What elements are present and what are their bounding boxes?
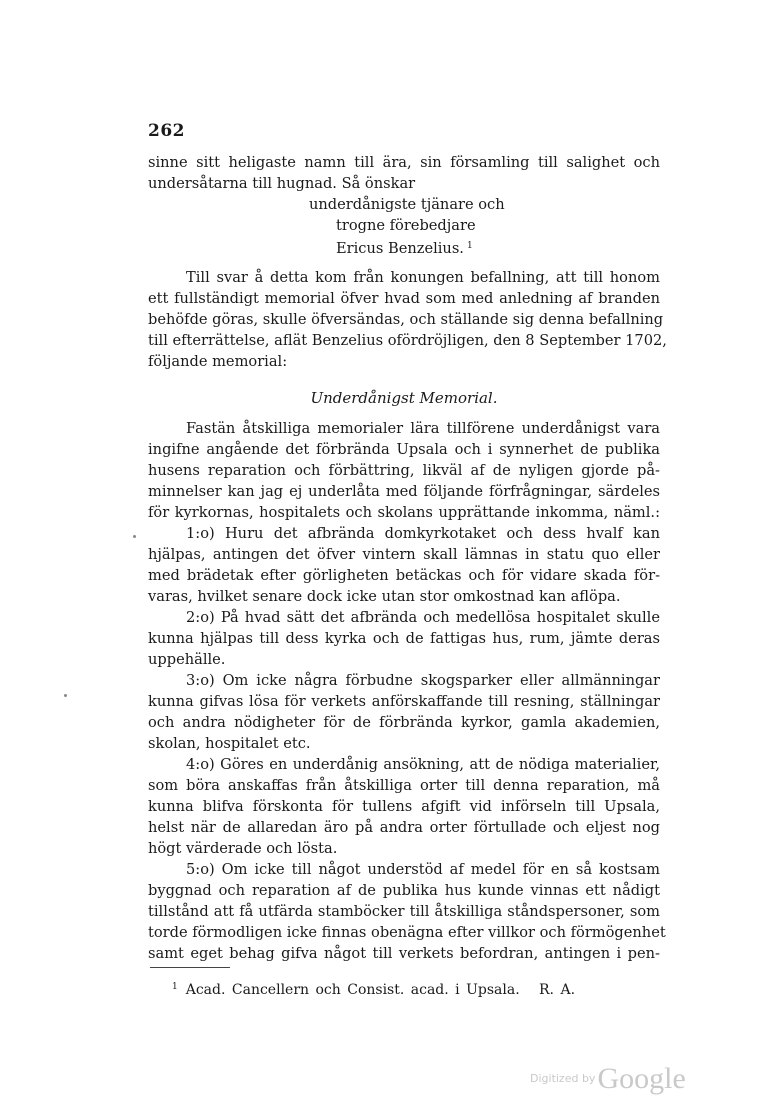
footnote	[172, 982, 575, 998]
text-line: 3:o) Om icke några förbudne skogsparker eller allmänningar	[186, 672, 660, 689]
text-line: kunna gifvas lösa för verkets anförskaffande till resning, ställningar	[148, 693, 660, 710]
text-line: kunna blifva förskonta för tullens afgift vid införseln till Upsala,	[148, 798, 660, 815]
text-line: 2:o) På hvad sätt det afbrända och medellösa hospitalet skulle	[186, 609, 660, 626]
scan-mark	[133, 535, 136, 538]
text-line: hjälpas, antingen det öfver vintern skall lämnas in statu quo eller	[148, 546, 660, 563]
reply-paragraph	[148, 267, 667, 372]
text-line: för kyrkornas, hospitalets och skolans upprättande inkomma, näml.:	[148, 504, 660, 521]
text-line: helst när de allaredan äro på andra orter förtullade och eljest nog	[148, 819, 660, 836]
text-line: byggnad och reparation af de publika hus kunde vinnas ett nådigt	[148, 882, 660, 899]
text-line: behöfde göras, skulle öfversändas, och ställande sig denna befallning	[148, 311, 664, 328]
text-line: till efterrättelse, aflät Benzelius ofördröjligen, den 8 September 1702,	[148, 332, 667, 349]
text-line: ingifne angående det förbrända Upsala och i synnerhet de publika	[148, 441, 660, 458]
signoff-name: Ericus Benzelius.	[336, 240, 464, 257]
signoff-line-1: underdånigste tjänare och	[309, 196, 505, 213]
text-line: högt värderade och lösta.	[148, 840, 338, 857]
footnote-marker: 1	[172, 982, 178, 992]
text-line: 4:o) Göres en underdånig ansökning, att de nödiga materialier,	[186, 756, 660, 773]
google-logo: Google	[597, 1062, 686, 1095]
text-line: husens reparation och förbättring, likväl af de nyligen gjorde på-	[148, 462, 660, 479]
text-line: kunna hjälpas till dess kyrka och de fattigas hus, rum, jämte deras	[148, 630, 660, 647]
intro-paragraph	[148, 152, 660, 194]
scan-mark	[64, 694, 67, 697]
text-line: minnelser kan jag ej underlåta med följande förfrågningar, särdeles	[148, 483, 660, 500]
signoff-line-3	[336, 236, 473, 259]
text-line: med brädetak efter görligheten betäckas och för vidare skada för-	[148, 567, 660, 584]
text-line: torde förmodligen icke finnas obenägna efter villkor och förmögenhet	[148, 924, 666, 941]
text-line: samt eget behag gifva något till verkets befordran, antingen i pen-	[148, 945, 660, 962]
text-line: och andra nödigheter för de förbrända kyrkor, gamla akademien,	[148, 714, 660, 731]
google-watermark	[530, 1062, 686, 1096]
memorial-item-5	[148, 859, 666, 964]
footnote-reference: 1	[466, 241, 473, 251]
memorial-item-4	[148, 754, 660, 859]
text-line: som böra anskaffas från åtskilliga orter till denna reparation, må	[148, 777, 660, 794]
text-line: skolan, hospitalet etc.	[148, 735, 311, 752]
watermark-prefix: Digitized by	[530, 1072, 596, 1085]
text-line: Till svar å detta kom från konungen befallning, att till honom	[186, 269, 660, 286]
text-line: tillstånd att få utfärda stamböcker till åtskilliga ståndspersoner, som	[148, 903, 660, 920]
page-number: 262	[148, 121, 185, 141]
text-line: Fastän åtskilliga memorialer lära tillförene underdånigst vara	[186, 420, 660, 437]
memorial-item-1	[148, 523, 660, 607]
memorial-intro	[148, 418, 660, 523]
memorial-title: Underdånigst Memorial.	[310, 389, 498, 407]
memorial-item-3	[148, 670, 660, 754]
text-line: 5:o) Om icke till något understöd af medel för en så kostsam	[186, 861, 660, 878]
footnote-source: R. A.	[539, 982, 576, 998]
text-line: undersåtarna till hugnad. Så önskar	[148, 175, 416, 192]
memorial-item-2	[148, 607, 660, 670]
footnote-text: Acad. Cancellern och Consist. acad. i Upsala.	[185, 982, 520, 998]
text-line: ett fullständigt memorial öfver hvad som med anledning af branden	[148, 290, 660, 307]
text-line: sinne sitt heligaste namn till ära, sin församling till salighet och	[148, 154, 660, 171]
text-line: varas, hvilket senare dock icke utan stor omkostnad kan aflöpa.	[148, 588, 621, 605]
text-line: följande memorial:	[148, 353, 288, 370]
text-line: 1:o) Huru det afbrända domkyrkotaket och dess hvalf kan	[186, 525, 660, 542]
signoff-line-2: trogne förebedjare	[336, 217, 476, 234]
text-line: uppehälle.	[148, 651, 226, 668]
footnote-separator	[150, 967, 230, 968]
